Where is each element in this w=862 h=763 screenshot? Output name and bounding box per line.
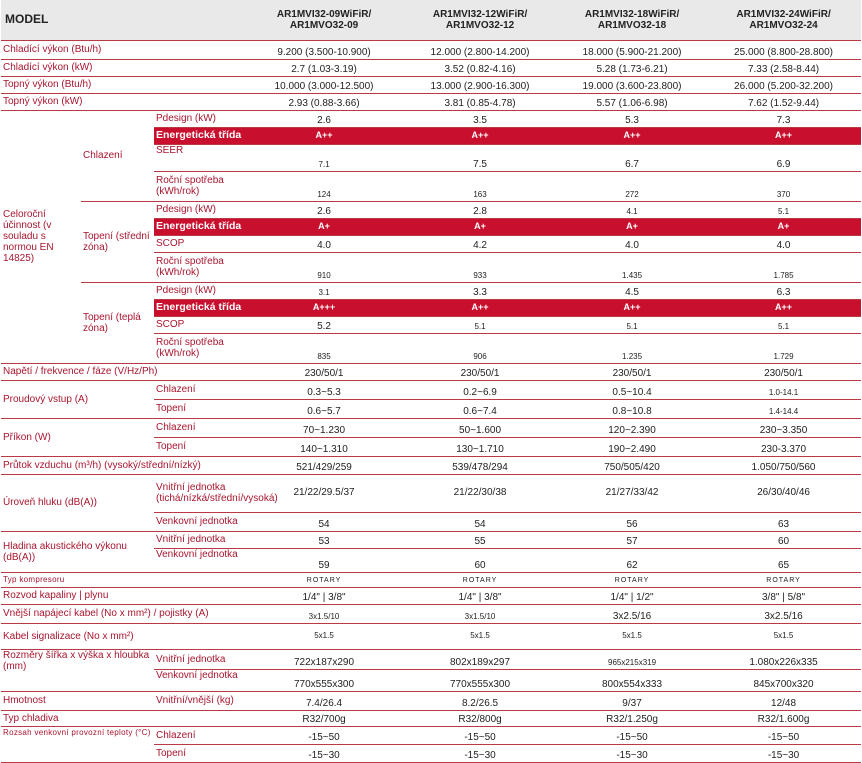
- efficiency-label: Celoroční účinnost (v souladu s normou EN 14825): [1, 110, 81, 363]
- empty-cell: [154, 623, 246, 649]
- cell-value: 1.080x226x335: [706, 649, 861, 669]
- cell-value: 3.1: [246, 282, 402, 299]
- cell-value: 70~1.230: [246, 418, 402, 437]
- cell-value: 55: [402, 531, 558, 548]
- cell-value: 230/50/1: [402, 363, 558, 380]
- cell-value: 750/505/420: [558, 456, 706, 474]
- table-row: [1, 572, 861, 587]
- model-label: MODEL: [1, 0, 246, 40]
- cell-value: 802x189x297: [402, 649, 558, 669]
- model-header: AR1MVI32-18WiFiR/ AR1MVO32-18: [558, 0, 706, 40]
- cell-value: 62: [558, 548, 706, 572]
- cell-value: 7.3: [706, 110, 861, 127]
- row-label: Vnitřní jednotka: [154, 531, 246, 548]
- cell-value: 7.62 (1.52-9.44): [706, 93, 861, 110]
- row-label: Napětí / frekvence / fáze (V/Hz/Ph): [1, 363, 246, 380]
- energy-class-value: A+: [706, 218, 861, 235]
- table-row: [1, 710, 861, 726]
- cell-value: 19.000 (3.600-23.800): [558, 76, 706, 93]
- cell-value: 5.1: [706, 316, 861, 333]
- cell-value: 4.2: [402, 235, 558, 252]
- energy-class-value: A++: [706, 127, 861, 144]
- table-row: [1, 110, 861, 127]
- energy-class-value: A+: [402, 218, 558, 235]
- cell-value: 18.000 (5.900-21.200): [558, 40, 706, 59]
- cell-value: 13.000 (2.900-16.300): [402, 76, 558, 93]
- row-label: Topný výkon (kW): [1, 93, 246, 110]
- table-row: [1, 726, 861, 744]
- row-label: Typ chladiva: [1, 710, 246, 726]
- cell-value: 272: [558, 171, 706, 201]
- row-label: Pdesign (kW): [154, 110, 246, 127]
- cell-value: -15~30: [246, 744, 402, 762]
- cell-value: 59: [246, 548, 402, 572]
- row-label: SCOP: [154, 316, 246, 333]
- cell-value: 230-3.370: [706, 437, 861, 456]
- cell-value: R32/700g: [246, 710, 402, 726]
- row-label: Příkon (W): [1, 418, 154, 456]
- cell-value: 12/48: [706, 691, 861, 710]
- cell-value: 2.7 (1.03-3.19): [246, 59, 402, 76]
- cell-value: 25.000 (8.800-28.800): [706, 40, 861, 59]
- cell-value: 21/22/30/38: [402, 474, 558, 512]
- cell-value: 1.235: [558, 333, 706, 363]
- cell-value: 57: [558, 531, 706, 548]
- cell-value: -15~30: [402, 744, 558, 762]
- row-label: Pdesign (kW): [154, 201, 246, 218]
- cell-value: 0.2~6.9: [402, 380, 558, 399]
- row-label: Pdesign (kW): [154, 282, 246, 299]
- cell-value: 0.6~7.4: [402, 399, 558, 418]
- table-row: [1, 76, 861, 93]
- cell-value: 5x1.5: [402, 623, 558, 649]
- cell-value: 4.5: [558, 282, 706, 299]
- cell-value: 800x554x333: [558, 669, 706, 691]
- table-row: [1, 363, 861, 380]
- cell-value: 1.729: [706, 333, 861, 363]
- cell-value: 3x2.5/16: [558, 604, 706, 623]
- cell-value: 26.000 (5.200-32.200): [706, 76, 861, 93]
- table-row: [1, 623, 861, 649]
- cell-value: 5.57 (1.06-6.98): [558, 93, 706, 110]
- energy-class-value: A++: [402, 127, 558, 144]
- cell-value: 21/27/33/42: [558, 474, 706, 512]
- cell-value: 0.3~5.3: [246, 380, 402, 399]
- cell-value: 26/30/40/46: [706, 474, 861, 512]
- cell-value: 56: [558, 512, 706, 531]
- cell-value: 1.0-14.1: [706, 380, 861, 399]
- cell-value: 7.5: [402, 144, 558, 171]
- cell-value: -15~50: [402, 726, 558, 744]
- energy-class-value: A+: [558, 218, 706, 235]
- row-label: Typ kompresoru: [1, 572, 246, 587]
- cell-value: R32/1.250g: [558, 710, 706, 726]
- energy-class-value: A++: [246, 127, 402, 144]
- cell-value: 845x700x320: [706, 669, 861, 691]
- cell-value: 0.8~10.8: [558, 399, 706, 418]
- row-label: Rozsah venkovní provozní teploty (°C): [1, 726, 154, 762]
- model-header: AR1MVI32-24WiFiR/ AR1MVO32-24: [706, 0, 861, 40]
- table-row: [1, 380, 861, 399]
- table-row: [1, 93, 861, 110]
- cell-value: 10.000 (3.000-12.500): [246, 76, 402, 93]
- cell-value: 3x1.5/10: [246, 604, 402, 623]
- cell-value: 140~1.310: [246, 437, 402, 456]
- cell-value: 1.4-14.4: [706, 399, 861, 418]
- table-row: [1, 282, 861, 299]
- row-label: Vnitřní/vnější (kg): [154, 691, 246, 710]
- row-label: Úroveň hluku (dB(A)): [1, 474, 154, 531]
- cell-value: 6.9: [706, 144, 861, 171]
- cell-value: 12.000 (2.800-14.200): [402, 40, 558, 59]
- mode-label-cooling: Chlazení: [81, 110, 154, 201]
- cell-value: 5x1.5: [706, 623, 861, 649]
- cell-value: ROTARY: [246, 572, 402, 587]
- row-label: Roční spotřeba (kWh/rok): [154, 171, 246, 201]
- row-label: Vnější napájecí kabel (No x mm²) / pojistky (A): [1, 604, 246, 623]
- cell-value: 5.2: [246, 316, 402, 333]
- cell-value: 3.3: [402, 282, 558, 299]
- row-label: Rozměry šířka x výška x hloubka (mm): [1, 649, 154, 691]
- row-label: Venkovní jednotka: [154, 669, 246, 691]
- cell-value: 230/50/1: [558, 363, 706, 380]
- cell-value: 722x187x290: [246, 649, 402, 669]
- energy-class-label: Energetická třída: [154, 218, 246, 235]
- cell-value: 4.0: [558, 235, 706, 252]
- cell-value: 4.0: [246, 235, 402, 252]
- table-row: [1, 40, 861, 59]
- cell-value: 21/22/29.5/37: [246, 474, 402, 512]
- cell-value: 539/478/294: [402, 456, 558, 474]
- cell-value: 0.5~10.4: [558, 380, 706, 399]
- table-row: [1, 604, 861, 623]
- row-label: Chladící výkon (Btu/h): [1, 40, 246, 59]
- cell-value: 7.4/26.4: [246, 691, 402, 710]
- cell-value: 124: [246, 171, 402, 201]
- cell-value: 906: [402, 333, 558, 363]
- cell-value: 910: [246, 252, 402, 282]
- cell-value: 65: [706, 548, 861, 572]
- cell-value: 6.7: [558, 144, 706, 171]
- row-label: Roční spotřeba (kWh/rok): [154, 252, 246, 282]
- cell-value: 835: [246, 333, 402, 363]
- cell-value: 63: [706, 512, 861, 531]
- row-label: Rozvod kapaliny | plynu: [1, 587, 246, 604]
- energy-class-value: A++: [558, 127, 706, 144]
- cell-value: 9.200 (3.500-10.900): [246, 40, 402, 59]
- table-row: [1, 587, 861, 604]
- row-label: Průtok vzduchu (m³/h) (vysoký/střední/nízký): [1, 456, 246, 474]
- cell-value: 5x1.5: [558, 623, 706, 649]
- row-label: SCOP: [154, 235, 246, 252]
- cell-value: 60: [706, 531, 861, 548]
- cell-value: 7.33 (2.58-8.44): [706, 59, 861, 76]
- row-label: Chlazení: [154, 418, 246, 437]
- cell-value: 1/4" | 3/8": [402, 587, 558, 604]
- cell-value: 2.6: [246, 201, 402, 218]
- energy-class-label: Energetická třída: [154, 127, 246, 144]
- cell-value: 3x1.5/10: [402, 604, 558, 623]
- cell-value: 230/50/1: [246, 363, 402, 380]
- row-label: Topení: [154, 399, 246, 418]
- cell-value: 965x215x319: [558, 649, 706, 669]
- row-label: SEER: [154, 144, 246, 171]
- table-row: [1, 531, 861, 548]
- cell-value: 3.5: [402, 110, 558, 127]
- row-label: Proudový vstup (A): [1, 380, 154, 418]
- cell-value: 230~3.350: [706, 418, 861, 437]
- cell-value: 190~2.490: [558, 437, 706, 456]
- cell-value: 5.1: [706, 201, 861, 218]
- cell-value: 1/4" | 3/8": [246, 587, 402, 604]
- cell-value: 5x1.5: [246, 623, 402, 649]
- cell-value: ROTARY: [402, 572, 558, 587]
- cell-value: 1.785: [706, 252, 861, 282]
- table-row: [1, 201, 861, 218]
- row-label: Venkovní jednotka: [154, 548, 246, 572]
- row-label: Topení: [154, 437, 246, 456]
- cell-value: 4.0: [706, 235, 861, 252]
- table-row: [1, 649, 861, 669]
- cell-value: 60: [402, 548, 558, 572]
- cell-value: -15~30: [706, 744, 861, 762]
- model-header: AR1MVI32-09WiFiR/ AR1MVO32-09: [246, 0, 402, 40]
- cell-value: 3.81 (0.85-4.78): [402, 93, 558, 110]
- cell-value: -15~30: [558, 744, 706, 762]
- mode-label-heating-warm: Topení (teplá zóna): [81, 282, 154, 363]
- cell-value: R32/800g: [402, 710, 558, 726]
- cell-value: -15~50: [706, 726, 861, 744]
- cell-value: 54: [246, 512, 402, 531]
- cell-value: 770x555x300: [402, 669, 558, 691]
- energy-class-value: A++: [706, 299, 861, 316]
- row-label: Hmotnost: [1, 691, 154, 710]
- energy-class-value: A++: [558, 299, 706, 316]
- table-row: [1, 418, 861, 437]
- row-label: Kabel signalizace (No x mm²): [1, 623, 154, 649]
- row-label: Roční spotřeba (kWh/rok): [154, 333, 246, 363]
- table-row: [1, 59, 861, 76]
- cell-value: 2.8: [402, 201, 558, 218]
- energy-class-label: Energetická třída: [154, 299, 246, 316]
- header-row: [1, 0, 861, 40]
- cell-value: 130~1.710: [402, 437, 558, 456]
- cell-value: 6.3: [706, 282, 861, 299]
- cell-value: 120~2.390: [558, 418, 706, 437]
- row-label: Chlazení: [154, 726, 246, 744]
- cell-value: 5.3: [558, 110, 706, 127]
- cell-value: 9/37: [558, 691, 706, 710]
- cell-value: 2.6: [246, 110, 402, 127]
- cell-value: 3/8" | 5/8": [706, 587, 861, 604]
- cell-value: -15~50: [246, 726, 402, 744]
- energy-class-value: A++: [402, 299, 558, 316]
- cell-value: 230/50/1: [706, 363, 861, 380]
- row-label: Topný výkon (Btu/h): [1, 76, 246, 93]
- cell-value: 5.1: [402, 316, 558, 333]
- cell-value: 521/429/259: [246, 456, 402, 474]
- cell-value: 5.1: [558, 316, 706, 333]
- row-label: Vnitřní jednotka: [154, 649, 246, 669]
- energy-class-value: A+: [246, 218, 402, 235]
- cell-value: 933: [402, 252, 558, 282]
- cell-value: 53: [246, 531, 402, 548]
- row-label: Hladina akustického výkonu (dB(A)): [1, 531, 154, 572]
- energy-class-value: A+++: [246, 299, 402, 316]
- row-label: Venkovní jednotka: [154, 512, 246, 531]
- mode-label-heating-mid: Topení (střední zóna): [81, 201, 154, 282]
- cell-value: ROTARY: [558, 572, 706, 587]
- row-label: Topení: [154, 744, 246, 762]
- cell-value: 1.050/750/560: [706, 456, 861, 474]
- table-row: [1, 474, 861, 512]
- spec-table: [1, 0, 861, 763]
- cell-value: 8.2/26.5: [402, 691, 558, 710]
- row-label: Chlazení: [154, 380, 246, 399]
- row-label: Chladící výkon (kW): [1, 59, 246, 76]
- cell-value: 3x2.5/16: [706, 604, 861, 623]
- cell-value: 4.1: [558, 201, 706, 218]
- cell-value: 0.6~5.7: [246, 399, 402, 418]
- cell-value: 1.435: [558, 252, 706, 282]
- cell-value: ROTARY: [706, 572, 861, 587]
- row-label: Vnitřní jednotka (tichá/nízká/střední/vysoká): [154, 474, 246, 512]
- cell-value: -15~50: [558, 726, 706, 744]
- cell-value: R32/1.600g: [706, 710, 861, 726]
- cell-value: 54: [402, 512, 558, 531]
- cell-value: 370: [706, 171, 861, 201]
- cell-value: 50~1.600: [402, 418, 558, 437]
- cell-value: 7.1: [246, 144, 402, 171]
- table-row: [1, 691, 861, 710]
- cell-value: 770x555x300: [246, 669, 402, 691]
- cell-value: 1/4" | 1/2": [558, 587, 706, 604]
- cell-value: 3.52 (0.82-4.16): [402, 59, 558, 76]
- model-header: AR1MVI32-12WiFiR/ AR1MVO32-12: [402, 0, 558, 40]
- cell-value: 163: [402, 171, 558, 201]
- cell-value: 5.28 (1.73-6.21): [558, 59, 706, 76]
- table-row: [1, 456, 861, 474]
- cell-value: 2.93 (0.88-3.66): [246, 93, 402, 110]
